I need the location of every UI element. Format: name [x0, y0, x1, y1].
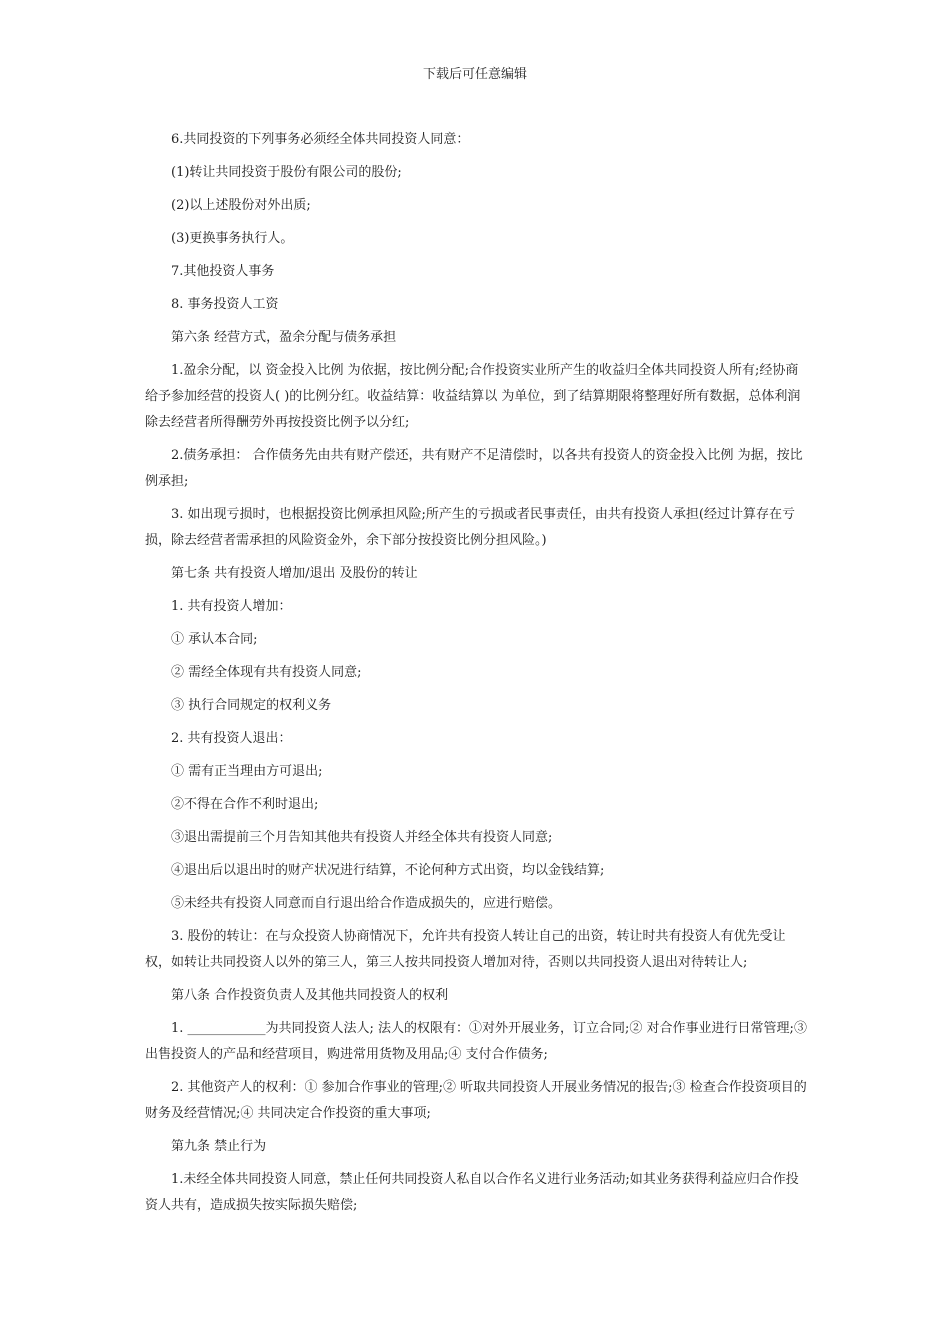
paragraph-8: 8. 事务投资人工资: [171, 297, 279, 312]
paragraph-6-1: (1)转让共同投资于股份有限公司的股份;: [171, 165, 402, 180]
paragraph-6-3: (3)更换事务执行人。: [171, 231, 294, 246]
article-7-item-2-d: ④退出后以退出时的财产状况进行结算，不论何种方式出资，均以金钱结算;: [171, 863, 605, 878]
article-7-item-3: 3. 股份的转让：在与众投资人协商情况下，允许共有投资人转让自己的出资，转让时共有投资人有优先受让权，如转让共同投资人以外的第三人，第三人按共同投资人增加对待，否则以共同投资人退出对待转让人;: [145, 929, 786, 970]
page-header: 下载后可任意编辑: [422, 67, 527, 82]
article-6-heading: 第六条 经营方式，盈余分配与债务承担: [171, 330, 397, 345]
article-7-item-2-e: ⑤未经共有投资人同意而自行退出给合作造成损失的，应进行赔偿。: [171, 896, 562, 911]
article-7-heading: 第七条 共有投资人增加/退出 及股份的转让: [171, 566, 418, 581]
article-6-item-2: 2.债务承担： 合作债务先由共有财产偿还，共有财产不足清偿时，以各共有投资人的资金投入比例 为据，按比例承担;: [145, 448, 803, 489]
article-8-item-1: 1. ____________为共同投资人法人; 法人的权限有：①对外开展业务，订立合同;② 对合作事业进行日常管理;③出售投资人的产品和经营项目，购进常用货物及用品;④ 支付合作债务;: [145, 1021, 807, 1062]
paragraph-6-2: (2)以上述股份对外出质;: [171, 198, 311, 213]
article-7-item-1-c: ③ 执行合同规定的权利义务: [171, 698, 332, 713]
article-7-item-2-b: ②不得在合作不利时退出;: [171, 797, 319, 812]
article-7-item-2: 2. 共有投资人退出：: [171, 731, 292, 746]
document-body: [145, 127, 807, 1226]
article-9-item-1: 1.未经全体共同投资人同意，禁止任何共同投资人私自以合作名义进行业务活动;如其业务获得利益应归合作投资人共有，造成损失按实际损失赔偿;: [145, 1172, 799, 1213]
article-7-item-2-a: ① 需有正当理由方可退出;: [171, 764, 323, 779]
article-7-item-2-c: ③退出需提前三个月告知其他共有投资人并经全体共有投资人同意;: [171, 830, 553, 845]
article-9-heading: 第九条 禁止行为: [171, 1139, 267, 1154]
paragraph-7: 7.其他投资人事务: [171, 264, 275, 279]
article-6-item-1: 1.盈余分配，以 资金投入比例 为依据，按比例分配;合作投资实业所产生的收益归全体共同投资人所有;经协商给予参加经营的投资人( )的比例分红。收益结算：收益结算以 为单位，到了结算期限将整理好所有数据，总体利润除去经营者所得酬劳外再按投资比例予以分红;: [145, 363, 801, 430]
article-7-item-1-b: ② 需经全体现有共有投资人同意;: [171, 665, 362, 680]
article-7-item-1-a: ① 承认本合同;: [171, 632, 258, 647]
article-8-item-2: 2. 其他资产人的权利：① 参加合作事业的管理;② 听取共同投资人开展业务情况的报告;③ 检查合作投资项目的财务及经营情况;④ 共同决定合作投资的重大事项;: [145, 1080, 807, 1121]
article-7-item-1: 1. 共有投资人增加：: [171, 599, 292, 614]
article-6-item-3: 3. 如出现亏损时，也根据投资比例承担风险;所产生的亏损或者民事责任，由共有投资人承担(经过计算存在亏损，除去经营者需承担的风险资金外，余下部分按投资比例分担风险。): [145, 507, 795, 548]
paragraph-6: 6.共同投资的下列事务必须经全体共同投资人同意：: [171, 132, 470, 147]
article-8-heading: 第八条 合作投资负责人及其他共同投资人的权利: [171, 988, 449, 1003]
